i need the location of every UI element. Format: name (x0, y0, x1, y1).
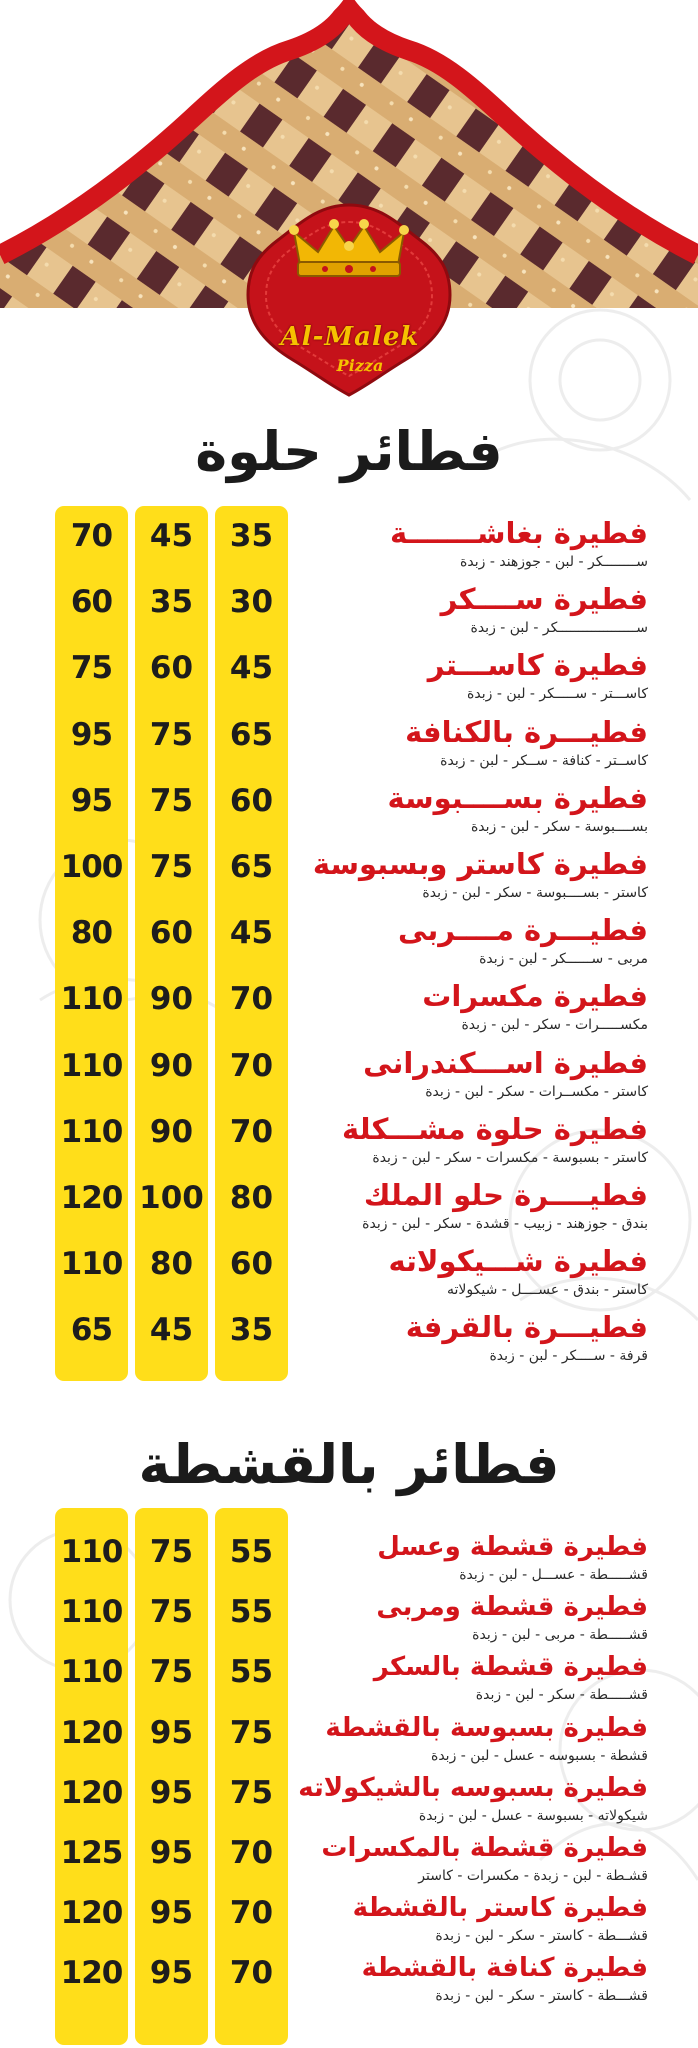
price-value: 55 (229, 1534, 274, 1570)
price-value: 65 (229, 849, 274, 885)
price-value: 75 (229, 1714, 274, 1751)
menu-item-ingredients: ســـــــــــــــــــكر - لبن - زبدة (470, 620, 648, 637)
price-value: 75 (149, 1594, 194, 1631)
price-value: 70 (229, 1955, 274, 1992)
brand-logo-sub: Pizza (336, 356, 384, 375)
menu-item-ingredients: قشـــــطة - عســـل - لبن - زبدة (459, 1567, 648, 1583)
price-value: 75 (149, 1654, 194, 1691)
price-value: 35 (149, 584, 194, 621)
section-title-sweet: فطائر حلوة (195, 420, 503, 483)
price-value: 60 (149, 650, 194, 687)
price-value: 55 (229, 1654, 274, 1691)
price-value: 75 (229, 1774, 274, 1811)
menu-item-ingredients: كاســـتر - ســـــكر - لبن - زبدة (467, 686, 648, 703)
menu-item-name: فطيرة مكسرات (422, 979, 648, 1014)
price-value: 45 (149, 518, 194, 554)
price-value: 95 (149, 1895, 194, 1932)
menu-item-ingredients: مربى - ســــــكر - لبن - زبدة (479, 951, 648, 968)
menu-item-ingredients: كاستر - بســــبوسة - سكر - لبن - زبدة (422, 885, 648, 901)
price-value: 70 (229, 1113, 274, 1150)
menu-item-name: فطيرة كاســـتر (427, 648, 648, 683)
price-value: 35 (229, 1312, 274, 1349)
price-value: 70 (229, 981, 274, 1018)
price-value: 45 (229, 915, 274, 952)
menu-item-name: فطيرة كاستر بالقشطة (352, 1893, 648, 1924)
price-column-medium (135, 1508, 208, 2045)
price-value: 110 (60, 1534, 123, 1570)
menu-item-name: فطيــــرة حلو الملك (363, 1178, 648, 1212)
menu-item-name: فطيرة بسبوسه بالشيكولاته (298, 1772, 648, 1803)
price-value: 110 (60, 1246, 123, 1283)
price-value: 75 (149, 716, 194, 753)
menu-item-ingredients: كاستر - بندق - عســــل - شيكولاته (447, 1282, 648, 1299)
price-value: 120 (60, 1774, 123, 1811)
price-value: 95 (149, 1955, 194, 1992)
price-value: 75 (149, 1534, 194, 1570)
price-value: 75 (149, 782, 194, 819)
price-value: 80 (149, 1246, 194, 1283)
menu-item-ingredients: مكســـــرات - سكر - لبن - زبدة (461, 1017, 648, 1034)
price-value: 95 (149, 1714, 194, 1751)
menu-item-name: فطيرة شـــيكولاته (388, 1244, 648, 1279)
price-value: 120 (60, 1180, 123, 1216)
price-value: 75 (70, 650, 113, 687)
menu-item-ingredients: كاســتر - كنافة - ســكر - لبن - زبدة (440, 752, 648, 769)
menu-item-name: فطيرة قشطة بالمكسرات (321, 1833, 648, 1863)
menu-item-ingredients: قشـــــطة - سكر - لبن - زبدة (475, 1687, 648, 1704)
price-value: 120 (60, 1714, 123, 1751)
price-value: 90 (149, 981, 194, 1018)
menu-item-ingredients: قشـطة - لبن - زبدة - مكسرات - كاستر (418, 1868, 648, 1884)
price-column-medium (135, 506, 208, 1381)
menu-item-name: فطيرة بســــبوسة (387, 780, 648, 815)
price-value: 95 (149, 1835, 194, 1871)
price-value: 70 (229, 1835, 274, 1871)
menu-item-ingredients: شيكولاته - بسبوسة - عسل - لبن - زبدة (418, 1807, 648, 1824)
price-value: 90 (149, 1113, 194, 1150)
price-value: 75 (149, 849, 194, 885)
section-title-cream: فطائر بالقشطة (138, 1433, 560, 1496)
price-value: 90 (149, 1047, 194, 1084)
brand-logo-name: Al-Malek (280, 322, 420, 352)
menu-item-name: فطيـــرة مــــربى (398, 913, 648, 948)
price-value: 110 (60, 1047, 123, 1084)
price-value: 110 (60, 981, 123, 1018)
price-value: 95 (70, 782, 113, 819)
price-value: 35 (229, 518, 274, 554)
price-column-small (215, 506, 288, 1381)
menu-item-ingredients: ســــــــكر - لبن - جوزهند - زبدة (460, 554, 648, 570)
price-value: 70 (229, 1047, 274, 1084)
price-value: 30 (229, 584, 274, 621)
menu-item-ingredients: قشـــطة - كاستر - سكر - لبن - زبدة (435, 1988, 648, 2005)
menu-item-ingredients: قشـــــطة - مربى - لبن - زبدة (472, 1627, 648, 1644)
menu-item-ingredients: بندق - جوزهند - زبيب - قشدة - سكر - لبن - زبدة (362, 1216, 648, 1232)
menu-item-ingredients: كاستر - مكســرات - سكر - لبن - زبدة (425, 1083, 648, 1100)
menu-item-name: فطيرة بغاشـــــــة (390, 516, 648, 550)
menu-item-name: فطيـــرة بالكنافة (405, 714, 648, 749)
menu-item-name: فطيرة اســـكندرانى (363, 1045, 648, 1080)
price-value: 60 (229, 1246, 274, 1283)
price-value: 45 (229, 650, 274, 687)
menu-item-name: فطيرة كاستر وبسبوسة (312, 847, 648, 881)
price-value: 45 (149, 1312, 194, 1349)
menu-item-name: فطيرة ســــكر (440, 582, 648, 617)
price-column-small (215, 1508, 288, 2045)
menu-item-name: فطيرة قشطة وعسل (377, 1532, 648, 1562)
menu-item-ingredients: قشـــطة - كاستر - سكر - لبن - زبدة (435, 1928, 648, 1945)
price-value: 120 (60, 1955, 123, 1992)
price-value: 100 (60, 849, 123, 885)
price-value: 70 (70, 518, 113, 554)
price-value: 110 (60, 1594, 123, 1631)
menu-item-name: فطيرة كنافة بالقشطة (361, 1953, 648, 1984)
price-value: 110 (60, 1654, 123, 1691)
price-value: 55 (229, 1594, 274, 1631)
menu-item-name: فطيرة بسبوسة بالقشطة (325, 1712, 648, 1743)
price-column-large (55, 1508, 128, 2045)
price-value: 80 (229, 1180, 274, 1216)
price-value: 60 (70, 584, 113, 621)
price-value: 110 (60, 1113, 123, 1150)
price-value: 65 (70, 1312, 113, 1349)
price-value: 95 (149, 1774, 194, 1811)
menu-item-name: فطيرة حلوة مشـــكلة (342, 1111, 648, 1146)
price-column-large (55, 506, 128, 1381)
menu-item-ingredients: قشطة - بسبوسه - عسل - لبن - زبدة (431, 1747, 648, 1764)
menu-item-name: فطيرة قشطة ومربى (376, 1592, 648, 1623)
price-value: 100 (139, 1180, 204, 1216)
menu-item-ingredients: كاستر - بسبوسة - مكسرات - سكر - لبن - زبدة (372, 1149, 648, 1166)
price-value: 95 (70, 716, 113, 753)
price-value: 125 (60, 1835, 123, 1871)
menu-item-ingredients: قرفة - ســــكر - لبن - زبدة (489, 1348, 648, 1365)
price-value: 65 (229, 716, 274, 753)
menu-item-name: فطيـــرة بالقرفة (405, 1310, 648, 1345)
price-value: 70 (229, 1895, 274, 1932)
price-value: 80 (70, 915, 113, 952)
price-value: 120 (60, 1895, 123, 1932)
menu-item-ingredients: بســــبوسة - سكر - لبن - زبدة (470, 818, 648, 835)
price-value: 60 (229, 782, 274, 819)
price-value: 60 (149, 915, 194, 952)
menu-item-name: فطيرة قشطة بالسكر (373, 1652, 648, 1683)
